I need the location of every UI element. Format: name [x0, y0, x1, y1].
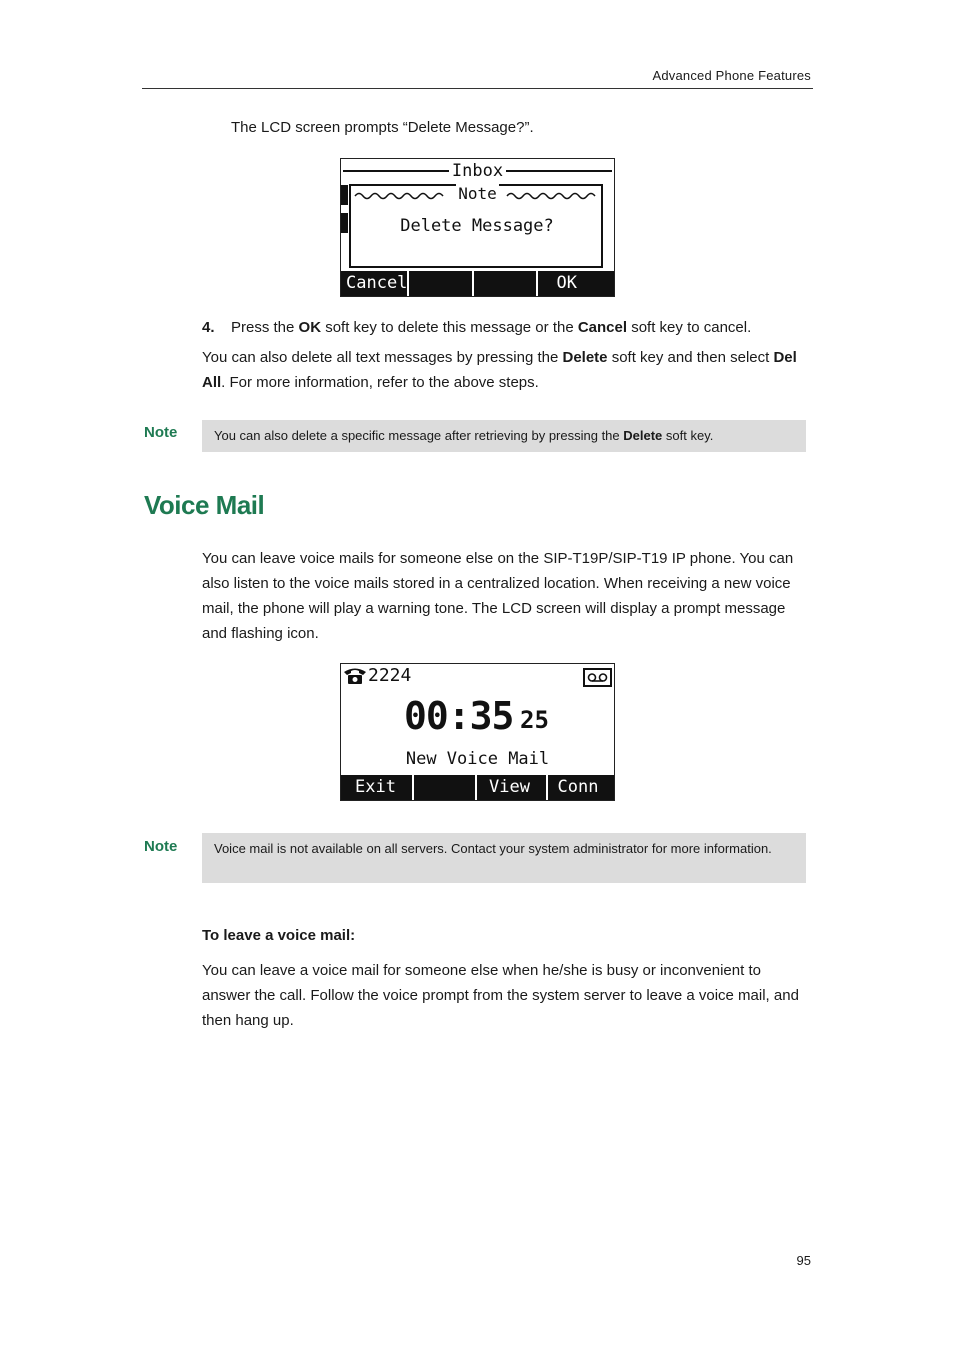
lcd-dialog-title: Note	[458, 184, 497, 203]
section-title-voice-mail: Voice Mail	[144, 490, 265, 520]
lcd-line-number: 2224	[368, 665, 412, 686]
cancel-key-name: Cancel	[577, 319, 628, 336]
voicemail-icon	[583, 668, 612, 687]
leave-voicemail-text: You can leave a voice mail for someone else when he/she is busy or inconvenient to answer the call. Follow the voice prompt from the system server to leave a voice mail, and then hang up.	[202, 962, 799, 1029]
note-label-1: Note	[144, 424, 178, 441]
header-divider	[142, 88, 813, 89]
softkey-empty-3[interactable]	[474, 271, 539, 296]
lcd-softkey-bar-2	[341, 775, 614, 800]
delete-all-paragraph: You can also delete all text messages by pressing the Delete soft key and then select Del All. For more information, refer to the above steps.	[202, 349, 797, 391]
note-box-2: Voice mail is not available on all servers. Contact your system administrator for more information.	[202, 833, 806, 883]
lcd-time-main: 00:35	[404, 694, 514, 738]
step-4-text: Press the OK soft key to delete this message or the Cancel soft key to cancel.	[231, 319, 752, 336]
lcd-softkey-bar	[341, 271, 614, 296]
leave-voicemail-heading: To leave a voice mail:	[202, 927, 356, 944]
note-delete-key: Delete	[623, 428, 663, 443]
softkey-ok[interactable]: OK	[556, 273, 577, 293]
softkey-cancel[interactable]: Cancel	[341, 271, 409, 296]
lcd-screen-voicemail	[340, 663, 615, 801]
note-box-1: You can also delete a specific message after retrieving by pressing the Delete soft key.	[202, 420, 806, 452]
softkey-empty-2[interactable]	[409, 271, 474, 296]
delall-key-name: Del All	[202, 349, 797, 391]
lcd-time-seconds: 25	[520, 706, 549, 734]
step-number: 4.	[202, 319, 215, 336]
running-header: Advanced Phone Features	[652, 68, 811, 83]
intro-prompt: The LCD screen prompts “Delete Message?”.	[231, 119, 534, 136]
voicemail-intro: You can leave voice mails for someone else on the SIP-T19P/SIP-T19 IP phone. You can also listen to the voice mails stored in a centralized location. When receiving a new voice mail, the phone will play a warning tone. The LCD screen will display a prompt message and flashing icon.	[202, 550, 794, 642]
softkey-conn[interactable]: Conn	[557, 777, 599, 797]
lcd-screen-delete	[340, 158, 615, 297]
lcd-title: Inbox	[451, 161, 504, 181]
softkey-exit[interactable]: Exit	[341, 775, 414, 800]
note-label-2: Note	[144, 838, 178, 855]
lcd-new-voicemail: New Voice Mail	[405, 749, 550, 769]
delete-key-name: Delete	[562, 349, 608, 366]
lcd-dialog-message: Delete Message?	[400, 216, 554, 236]
ok-key-name: OK	[298, 319, 322, 336]
phone-icon	[343, 667, 367, 685]
softkey-empty[interactable]	[414, 775, 478, 800]
page-number: 95	[796, 1253, 811, 1268]
softkey-view[interactable]: View	[477, 775, 548, 800]
